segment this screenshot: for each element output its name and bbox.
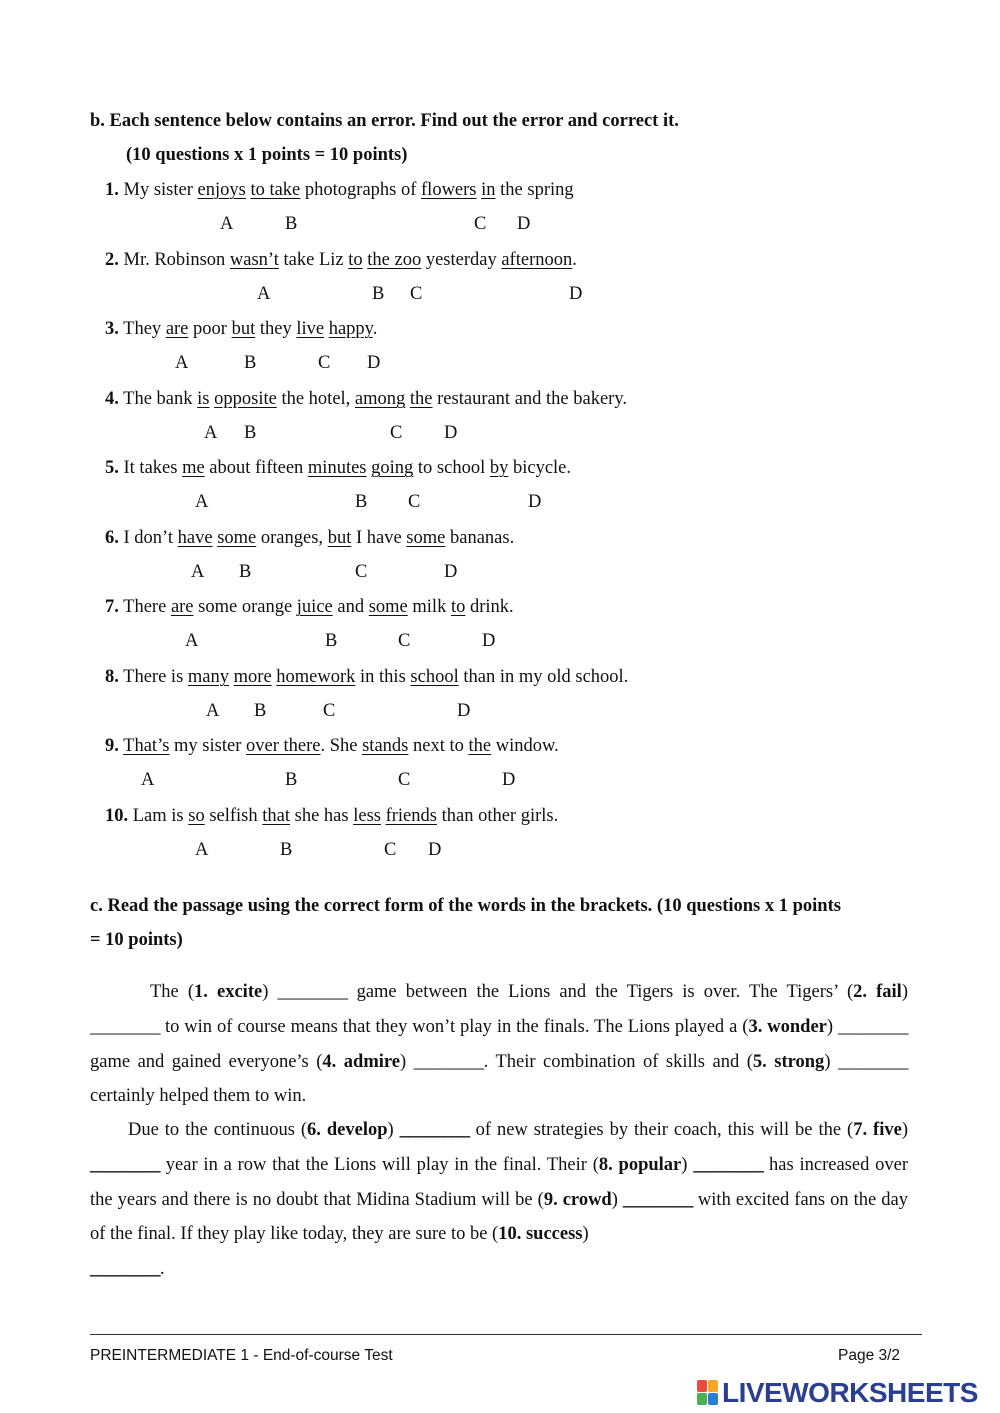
option-letter-b: B bbox=[285, 214, 298, 234]
blank-6[interactable]: ________ bbox=[399, 1120, 470, 1140]
blank-2[interactable]: ________ bbox=[90, 1016, 160, 1037]
option-letter-c: C bbox=[408, 492, 421, 512]
sentence-text: I don’t bbox=[123, 528, 178, 548]
option-letter-c: C bbox=[384, 840, 397, 860]
sentence-text: and bbox=[332, 597, 369, 617]
sentence-text: poor bbox=[188, 319, 232, 339]
option-letter-b: B bbox=[254, 701, 267, 721]
option-letter-d: D bbox=[569, 284, 583, 304]
question-number: 3. bbox=[105, 319, 119, 339]
word-8: 8. popular bbox=[598, 1154, 682, 1175]
sentence-text: drink. bbox=[465, 597, 514, 617]
sentence-text: than in my old school. bbox=[458, 667, 629, 687]
option-letter-d: D bbox=[482, 631, 496, 651]
error-question bbox=[105, 736, 559, 757]
option-letter-c: C bbox=[355, 562, 368, 582]
sentence-text: next to bbox=[408, 736, 469, 756]
footer-title: PREINTERMEDIATE 1 - End-of-course Test bbox=[90, 1347, 393, 1364]
underlined-option[interactable]: flowers bbox=[421, 180, 477, 200]
sentence-text: bicycle. bbox=[508, 458, 572, 478]
sentence-text: some orange bbox=[193, 597, 297, 617]
underlined-option[interactable]: among bbox=[354, 389, 406, 409]
underlined-option[interactable]: live bbox=[296, 319, 325, 339]
underlined-option[interactable]: minutes bbox=[307, 458, 367, 478]
sentence-text: . bbox=[372, 319, 378, 339]
blank-5[interactable]: ________ bbox=[837, 1051, 908, 1072]
underlined-option[interactable]: is bbox=[197, 389, 210, 409]
question-number: 6. bbox=[105, 528, 119, 548]
option-letter-a: A bbox=[191, 562, 205, 582]
option-letter-c: C bbox=[398, 631, 411, 651]
underlined-option[interactable]: the zoo bbox=[367, 250, 422, 270]
option-letter-a: A bbox=[257, 284, 271, 304]
underlined-option[interactable]: some bbox=[217, 528, 257, 548]
sentence-text: I have bbox=[351, 528, 407, 548]
sentence-text: Lam is bbox=[132, 806, 189, 826]
error-question bbox=[105, 458, 571, 479]
error-question bbox=[105, 180, 574, 201]
sentence-text: restaurant and the bakery. bbox=[432, 389, 628, 409]
option-letter-d: D bbox=[444, 423, 458, 443]
underlined-option[interactable]: but bbox=[231, 319, 256, 339]
sentence-text: The bank bbox=[123, 389, 198, 409]
underlined-option[interactable]: the bbox=[468, 736, 492, 756]
section-c-heading-line2: = 10 points) bbox=[90, 930, 183, 950]
sentence-text: milk bbox=[407, 597, 451, 617]
sentence-text: bananas. bbox=[445, 528, 515, 548]
sentence-text: . She bbox=[320, 736, 363, 756]
option-letter-b: B bbox=[244, 353, 257, 373]
error-question bbox=[105, 319, 377, 340]
question-number: 7. bbox=[105, 597, 119, 617]
sentence-text: . bbox=[572, 250, 577, 270]
blank-4[interactable]: ________ bbox=[413, 1051, 484, 1072]
underlined-option[interactable]: wasn’t bbox=[229, 250, 279, 270]
option-letter-d: D bbox=[528, 492, 542, 512]
sentence-text: yesterday bbox=[421, 250, 502, 270]
sentence-text: They bbox=[123, 319, 166, 339]
section-b-heading: b. Each sentence below contains an error. Find out the error and correct it. bbox=[90, 111, 679, 131]
option-letter-c: C bbox=[318, 353, 331, 373]
blank-7[interactable]: ________ bbox=[90, 1154, 160, 1175]
option-letter-a: A bbox=[175, 353, 189, 373]
word-7: 7. five bbox=[853, 1120, 902, 1140]
underlined-option[interactable]: some bbox=[406, 528, 446, 548]
question-number: 10. bbox=[105, 806, 129, 826]
liveworksheets-logo-text: LIVEWORKSHEETS bbox=[722, 1377, 978, 1408]
underlined-option[interactable]: going bbox=[371, 458, 414, 478]
sentence-text: Mr. Robinson bbox=[123, 250, 230, 270]
sentence-text: than other girls. bbox=[436, 806, 559, 826]
underlined-option[interactable]: stands bbox=[362, 736, 409, 756]
blank-10[interactable]: ________ bbox=[90, 1259, 160, 1280]
question-number: 4. bbox=[105, 389, 119, 409]
sentence-text: in this bbox=[355, 667, 411, 687]
liveworksheets-logo bbox=[697, 1377, 978, 1409]
sentence-text: There is bbox=[123, 667, 188, 687]
word-5: 5. strong bbox=[752, 1051, 825, 1072]
word-2: 2. fail bbox=[853, 982, 902, 1002]
underlined-option[interactable]: are bbox=[170, 597, 194, 617]
option-letter-d: D bbox=[457, 701, 471, 721]
sentence-text: selfish bbox=[204, 806, 263, 826]
blank-3[interactable]: ________ bbox=[837, 1016, 908, 1037]
underlined-option[interactable]: afternoon bbox=[501, 250, 573, 270]
footer-divider bbox=[90, 1334, 922, 1335]
underlined-option[interactable]: more bbox=[233, 667, 272, 687]
option-letter-c: C bbox=[323, 701, 336, 721]
option-letter-a: A bbox=[141, 770, 155, 790]
underlined-option[interactable]: over there bbox=[246, 736, 321, 756]
underlined-option[interactable]: but bbox=[327, 528, 352, 548]
option-letter-c: C bbox=[390, 423, 403, 443]
underlined-option[interactable]: homework bbox=[276, 667, 356, 687]
option-letter-a: A bbox=[195, 492, 209, 512]
option-letter-b: B bbox=[372, 284, 385, 304]
sentence-text: oranges, bbox=[256, 528, 328, 548]
error-question bbox=[105, 667, 628, 688]
word-1: 1. excite bbox=[194, 982, 263, 1002]
option-letter-c: C bbox=[398, 770, 411, 790]
underlined-option[interactable]: are bbox=[165, 319, 189, 339]
option-letter-b: B bbox=[355, 492, 368, 512]
underlined-option[interactable]: to bbox=[450, 597, 466, 617]
underlined-option[interactable]: school bbox=[410, 667, 459, 687]
sentence-text: There bbox=[123, 597, 171, 617]
sentence-text: My sister bbox=[123, 180, 198, 200]
section-c-heading-line1: c. Read the passage using the correct form of the words in the brackets. (10 questions x 1 points bbox=[90, 896, 841, 916]
option-letter-a: A bbox=[185, 631, 199, 651]
option-letter-d: D bbox=[444, 562, 458, 582]
underlined-option[interactable]: in bbox=[481, 180, 496, 200]
word-3: 3. wonder bbox=[748, 1016, 827, 1037]
liveworksheets-logo-icon bbox=[697, 1380, 719, 1406]
sentence-text: photographs of bbox=[300, 180, 422, 200]
error-question bbox=[105, 597, 514, 618]
option-letter-a: A bbox=[220, 214, 234, 234]
underlined-option[interactable]: so bbox=[188, 806, 205, 826]
underlined-option[interactable]: by bbox=[489, 458, 509, 478]
underlined-option[interactable]: that bbox=[262, 806, 291, 826]
underlined-option[interactable]: enjoys bbox=[197, 180, 246, 200]
passage-paragraph-1: The (1. excite) ________ game between the Lions and the Tigers is over. The Tigers’ (2. fail) ________ to win of course means that they won’t play in the finals. The Lions played a (3. wonder) ________ game and gained everyone’s (4. admire) ________. Their combination of skills and (5. strong) ________ certainly helped them to win. bbox=[90, 982, 908, 1107]
option-letter-a: A bbox=[206, 701, 220, 721]
option-letter-b: B bbox=[280, 840, 293, 860]
option-letter-d: D bbox=[517, 214, 531, 234]
underlined-option[interactable]: to bbox=[348, 250, 363, 270]
sentence-text: the spring bbox=[495, 180, 574, 200]
blank-9[interactable]: ________ bbox=[622, 1189, 693, 1210]
sentence-text: It takes bbox=[123, 458, 183, 478]
option-letter-b: B bbox=[244, 423, 257, 443]
sentence-text: about fifteen bbox=[204, 458, 308, 478]
sentence-text: window. bbox=[491, 736, 559, 756]
underlined-option[interactable]: some bbox=[368, 597, 408, 617]
underlined-option[interactable]: happy bbox=[328, 319, 373, 339]
sentence-text: take Liz bbox=[278, 250, 349, 270]
error-question bbox=[105, 806, 558, 827]
sentence-text: my sister bbox=[169, 736, 246, 756]
error-question bbox=[105, 389, 627, 410]
option-letter-c: C bbox=[410, 284, 423, 304]
question-number: 1. bbox=[105, 180, 119, 200]
sentence-text: to school bbox=[413, 458, 490, 478]
word-9: 9. crowd bbox=[543, 1189, 612, 1210]
underlined-option[interactable]: friends bbox=[385, 806, 437, 826]
underlined-option[interactable]: many bbox=[187, 667, 230, 687]
word-10: 10. success bbox=[498, 1224, 583, 1245]
blank-8[interactable]: ________ bbox=[693, 1154, 764, 1175]
question-number: 2. bbox=[105, 250, 119, 270]
passage-paragraph-2: Due to the continuous (6. develop) ________ of new strategies by their coach, this will be the (7. five) ________ year in a row that the Lions will play in the final. Their (8. popular) ________ has increased over the years and there is no doubt that Midina Stadium will be (9. crowd) ________ with excited fans on the day of the final. If they play like today, they are sure to be (10. success) ________. bbox=[90, 1120, 908, 1280]
option-letter-a: A bbox=[204, 423, 218, 443]
error-question bbox=[105, 250, 577, 271]
underlined-option[interactable]: That’s bbox=[123, 736, 170, 756]
question-number: 9. bbox=[105, 736, 119, 756]
option-letter-b: B bbox=[325, 631, 338, 651]
option-letter-b: B bbox=[285, 770, 298, 790]
option-letter-d: D bbox=[367, 353, 381, 373]
blank-1[interactable]: ________ bbox=[277, 982, 348, 1002]
option-letter-d: D bbox=[502, 770, 516, 790]
underlined-option[interactable]: less bbox=[353, 806, 381, 826]
option-letter-b: B bbox=[239, 562, 252, 582]
question-number: 5. bbox=[105, 458, 119, 478]
option-letter-a: A bbox=[195, 840, 209, 860]
underlined-option[interactable]: juice bbox=[296, 597, 333, 617]
sentence-text: she has bbox=[290, 806, 354, 826]
sentence-text: the hotel, bbox=[276, 389, 355, 409]
underlined-option[interactable]: have bbox=[177, 528, 213, 548]
word-6: 6. develop bbox=[307, 1120, 388, 1140]
underlined-option[interactable]: me bbox=[182, 458, 205, 478]
footer-page-number: Page 3/2 bbox=[838, 1347, 901, 1364]
option-letter-c: C bbox=[474, 214, 487, 234]
error-question bbox=[105, 528, 514, 549]
word-4: 4. admire bbox=[322, 1051, 400, 1072]
option-letter-d: D bbox=[428, 840, 442, 860]
sentence-text: they bbox=[255, 319, 297, 339]
question-number: 8. bbox=[105, 667, 119, 687]
underlined-option[interactable]: the bbox=[409, 389, 433, 409]
underlined-option[interactable]: opposite bbox=[214, 389, 277, 409]
section-b-points: (10 questions x 1 points = 10 points) bbox=[126, 145, 408, 165]
underlined-option[interactable]: to take bbox=[250, 180, 301, 200]
